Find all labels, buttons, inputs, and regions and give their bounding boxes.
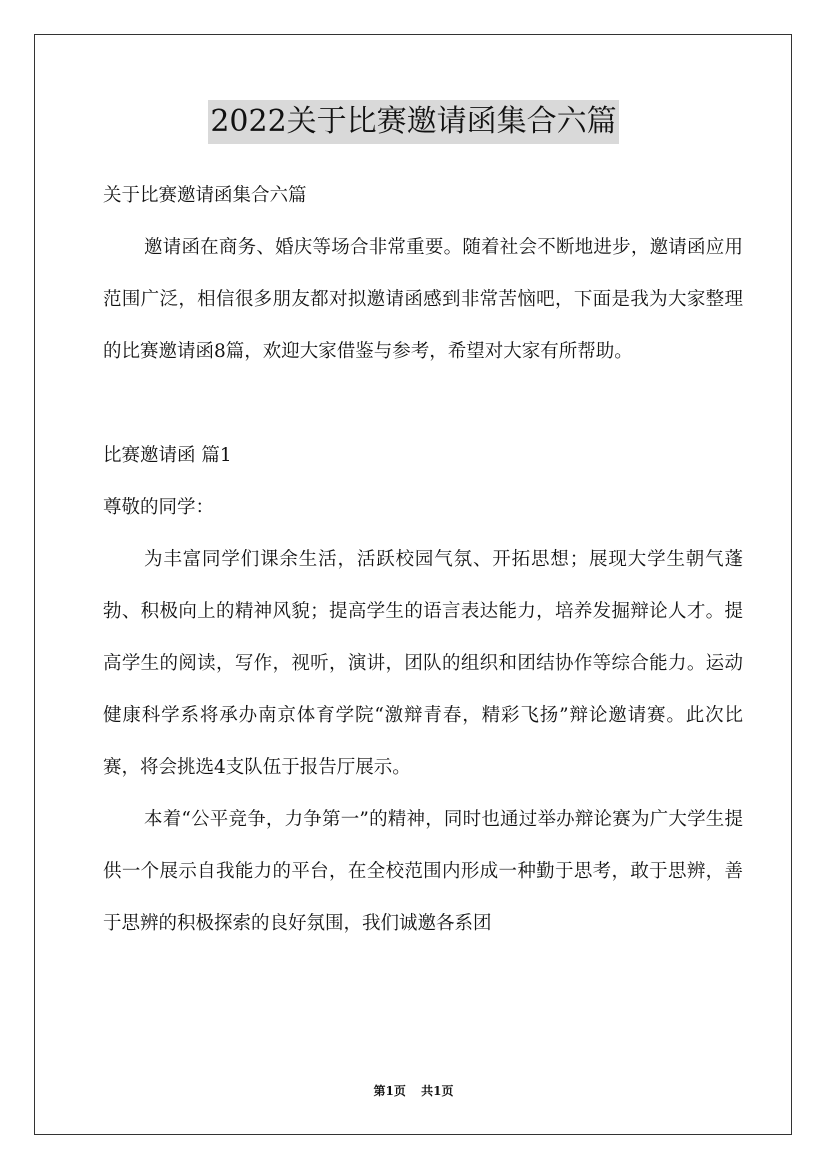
document-title: 2022关于比赛邀请函集合六篇 xyxy=(208,100,618,144)
title-container xyxy=(0,100,827,144)
page-total: 共1页 xyxy=(421,1084,454,1098)
page-number: 第1页 xyxy=(373,1084,406,1098)
intro-paragraph: 邀请函在商务、婚庆等场合非常重要。随着社会不断地进步，邀请函应用范围广泛，相信很多朋友都对拟邀请函感到非常苦恼吧，下面是我为大家整理的比赛邀请函8篇，欢迎大家借鉴与参考，希望对大家有所帮助。 xyxy=(103,237,743,362)
spacer xyxy=(103,378,743,430)
salutation: 尊敬的同学： xyxy=(103,497,215,518)
body-paragraph-1: 为丰富同学们课余生活，活跃校园气氛、开拓思想；展现大学生朝气蓬勃、积极向上的精神风貌；提高学生的语言表达能力，培养发掘辩论人才。提高学生的阅读，写作，视听，演讲，团队的组织和团结协作等综合能力。运动健康科学系将承办南京体育学院“激辩青春，精彩飞扬”辩论邀请赛。此次比赛，将会挑选4支队伍于报告厅展示。 xyxy=(103,549,743,778)
page-footer xyxy=(0,1083,827,1099)
document-body xyxy=(103,170,743,950)
subtitle: 关于比赛邀请函集合六篇 xyxy=(103,185,307,206)
body-paragraph-2: 本着“公平竞争，力争第一”的精神，同时也通过举办辩论赛为广大学生提供一个展示自我能力的平台，在全校范围内形成一种勤于思考，敢于思辨，善于思辨的积极探索的良好氛围，我们诚邀各系团 xyxy=(103,809,743,934)
footer-separator xyxy=(410,1084,418,1098)
section-heading: 比赛邀请函 篇1 xyxy=(103,445,232,466)
